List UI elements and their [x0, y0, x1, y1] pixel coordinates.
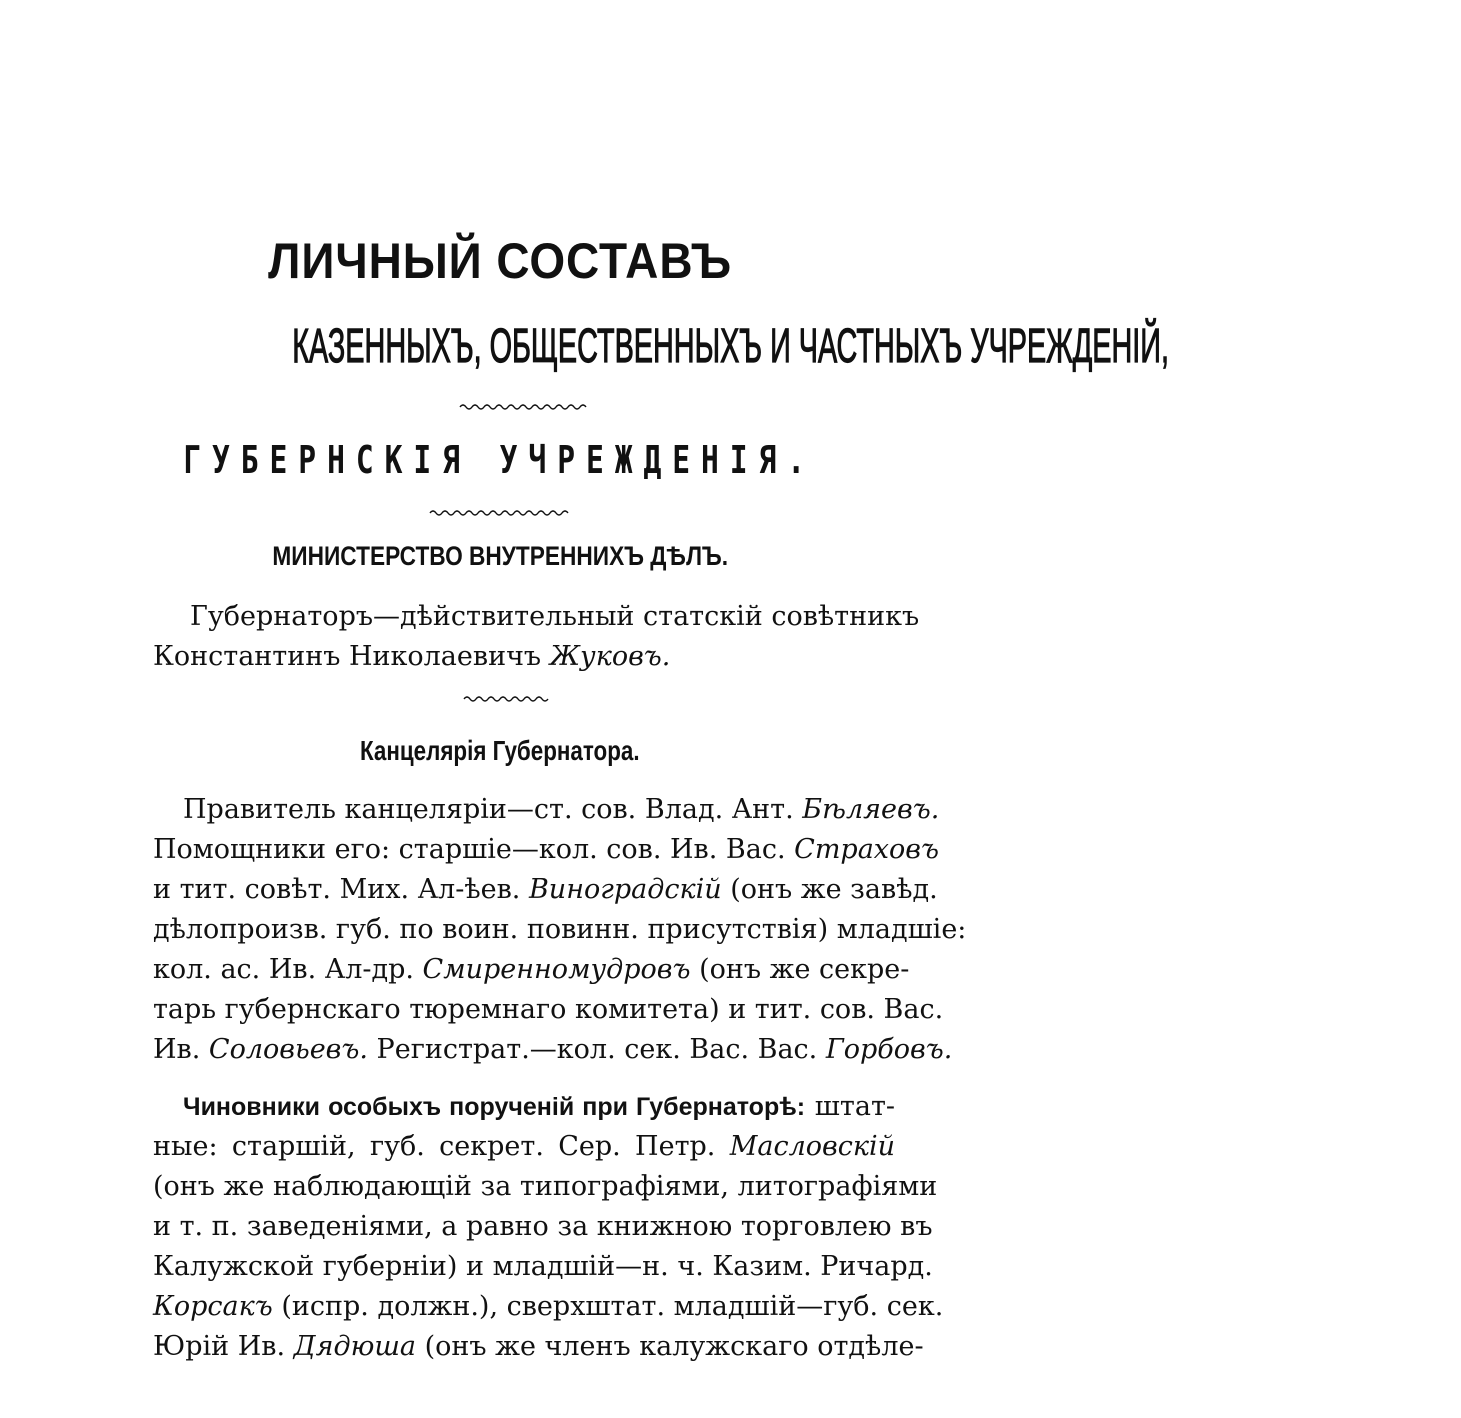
line-text: (онъ же секре-: [690, 954, 910, 985]
person-name: Масловскій: [729, 1131, 895, 1162]
person-name: Виноградскій: [528, 874, 722, 905]
line-text: (онъ же завѣд.: [721, 874, 938, 905]
governor-surname: Жуковъ.: [549, 641, 671, 672]
main-title-text: ЛИЧНЫЙ СОСТАВЪ: [268, 233, 732, 289]
ministry-title: [0, 541, 1000, 572]
chancellery-title: [0, 734, 1000, 767]
chancellery-line: [153, 870, 938, 910]
line-text: тарь губернскаго тюремнаго комитета) и тит. сов. Вас.: [153, 994, 944, 1025]
line-text: (испр. должн.), сверхштат. младшій—губ. сек.: [272, 1291, 944, 1322]
officials-line: [153, 1247, 933, 1287]
line-text: Помощники его: старшіе—кол. сов. Ив. Вас.: [153, 834, 795, 865]
line-text: Юрій Ив.: [153, 1331, 294, 1362]
person-name: Страховъ: [794, 834, 939, 865]
governor-line-1: [190, 597, 920, 637]
person-name: Соловьевъ.: [208, 1034, 368, 1065]
line-text: дѣлопроизв. губ. по воин. повинн. присутствія) младшіе:: [153, 914, 967, 945]
governor-text: Губернаторъ—дѣйствительный статскій совѣтникъ: [190, 601, 920, 632]
governor-line-2: [153, 637, 895, 677]
wavy-divider-2: [430, 508, 568, 518]
officials-line: [153, 1207, 933, 1247]
person-name: Смиренномудровъ: [422, 954, 691, 985]
line-text: Регистрат.—кол. сек. Вас. Вас.: [367, 1034, 826, 1065]
line-text: Ив.: [153, 1034, 209, 1065]
main-title: [0, 232, 1000, 290]
section-title-text: ГУБЕРНСКІЯ УЧРЕЖДЕНІЯ.: [183, 438, 817, 482]
person-name: Бѣляевъ.: [802, 794, 940, 825]
governor-given-name: Константинъ Николаевичъ: [153, 641, 550, 672]
officials-line: [153, 1127, 895, 1167]
chancellery-line: [153, 990, 944, 1030]
line-text: (онъ же наблюдающій за типографіями, литографіями: [153, 1171, 938, 1202]
line-text: кол. ас. Ив. Ал-др.: [153, 954, 423, 985]
line-text: Калужской губерніи) и младшій—н. ч. Казим. Ричард.: [153, 1251, 933, 1282]
chancellery-line: [153, 910, 967, 950]
line-text: Правитель канцеляріи—ст. сов. Влад. Ант.: [183, 794, 803, 825]
officials-line: [153, 1287, 944, 1327]
wavy-divider-3: [464, 694, 548, 704]
officials-line: [183, 1087, 895, 1127]
chancellery-title-text: Канцелярія Губернатора.: [360, 735, 640, 766]
chancellery-line: [153, 1030, 953, 1070]
line-text: (онъ же членъ калужскаго отдѣле-: [416, 1331, 924, 1362]
chancellery-line: [183, 790, 940, 830]
officials-line: [153, 1327, 924, 1367]
person-name: Корсакъ: [153, 1291, 273, 1322]
subtitle-text: КАЗЕННЫХЪ, ОБЩЕСТВЕННЫХЪ И ЧАСТНЫХЪ УЧРЕЖДЕНІЙ,: [292, 320, 1170, 373]
ministry-title-text: МИНИСТЕРСТВО ВНУТРЕННИХЪ ДѢЛЪ.: [272, 541, 728, 571]
chancellery-line: [153, 950, 910, 990]
line-text: и т. п. заведеніями, а равно за книжною торговлею въ: [153, 1211, 933, 1242]
subtitle: [0, 318, 1170, 374]
line-text: ные: старшій, губ. секрет. Сер. Петр.: [153, 1131, 730, 1162]
wavy-divider-1: [460, 402, 586, 412]
line-text: и тит. совѣт. Мих. Ал-ѣев.: [153, 874, 529, 905]
line-text: штат-: [805, 1091, 896, 1122]
person-name: Горбовъ.: [825, 1034, 953, 1065]
chancellery-line: [153, 830, 939, 870]
section-title: [0, 438, 1000, 482]
officials-line: [153, 1167, 938, 1207]
person-name: Дядюша: [293, 1331, 417, 1362]
officials-lead: Чиновники особыхъ порученій при Губернаторѣ:: [183, 1093, 806, 1121]
